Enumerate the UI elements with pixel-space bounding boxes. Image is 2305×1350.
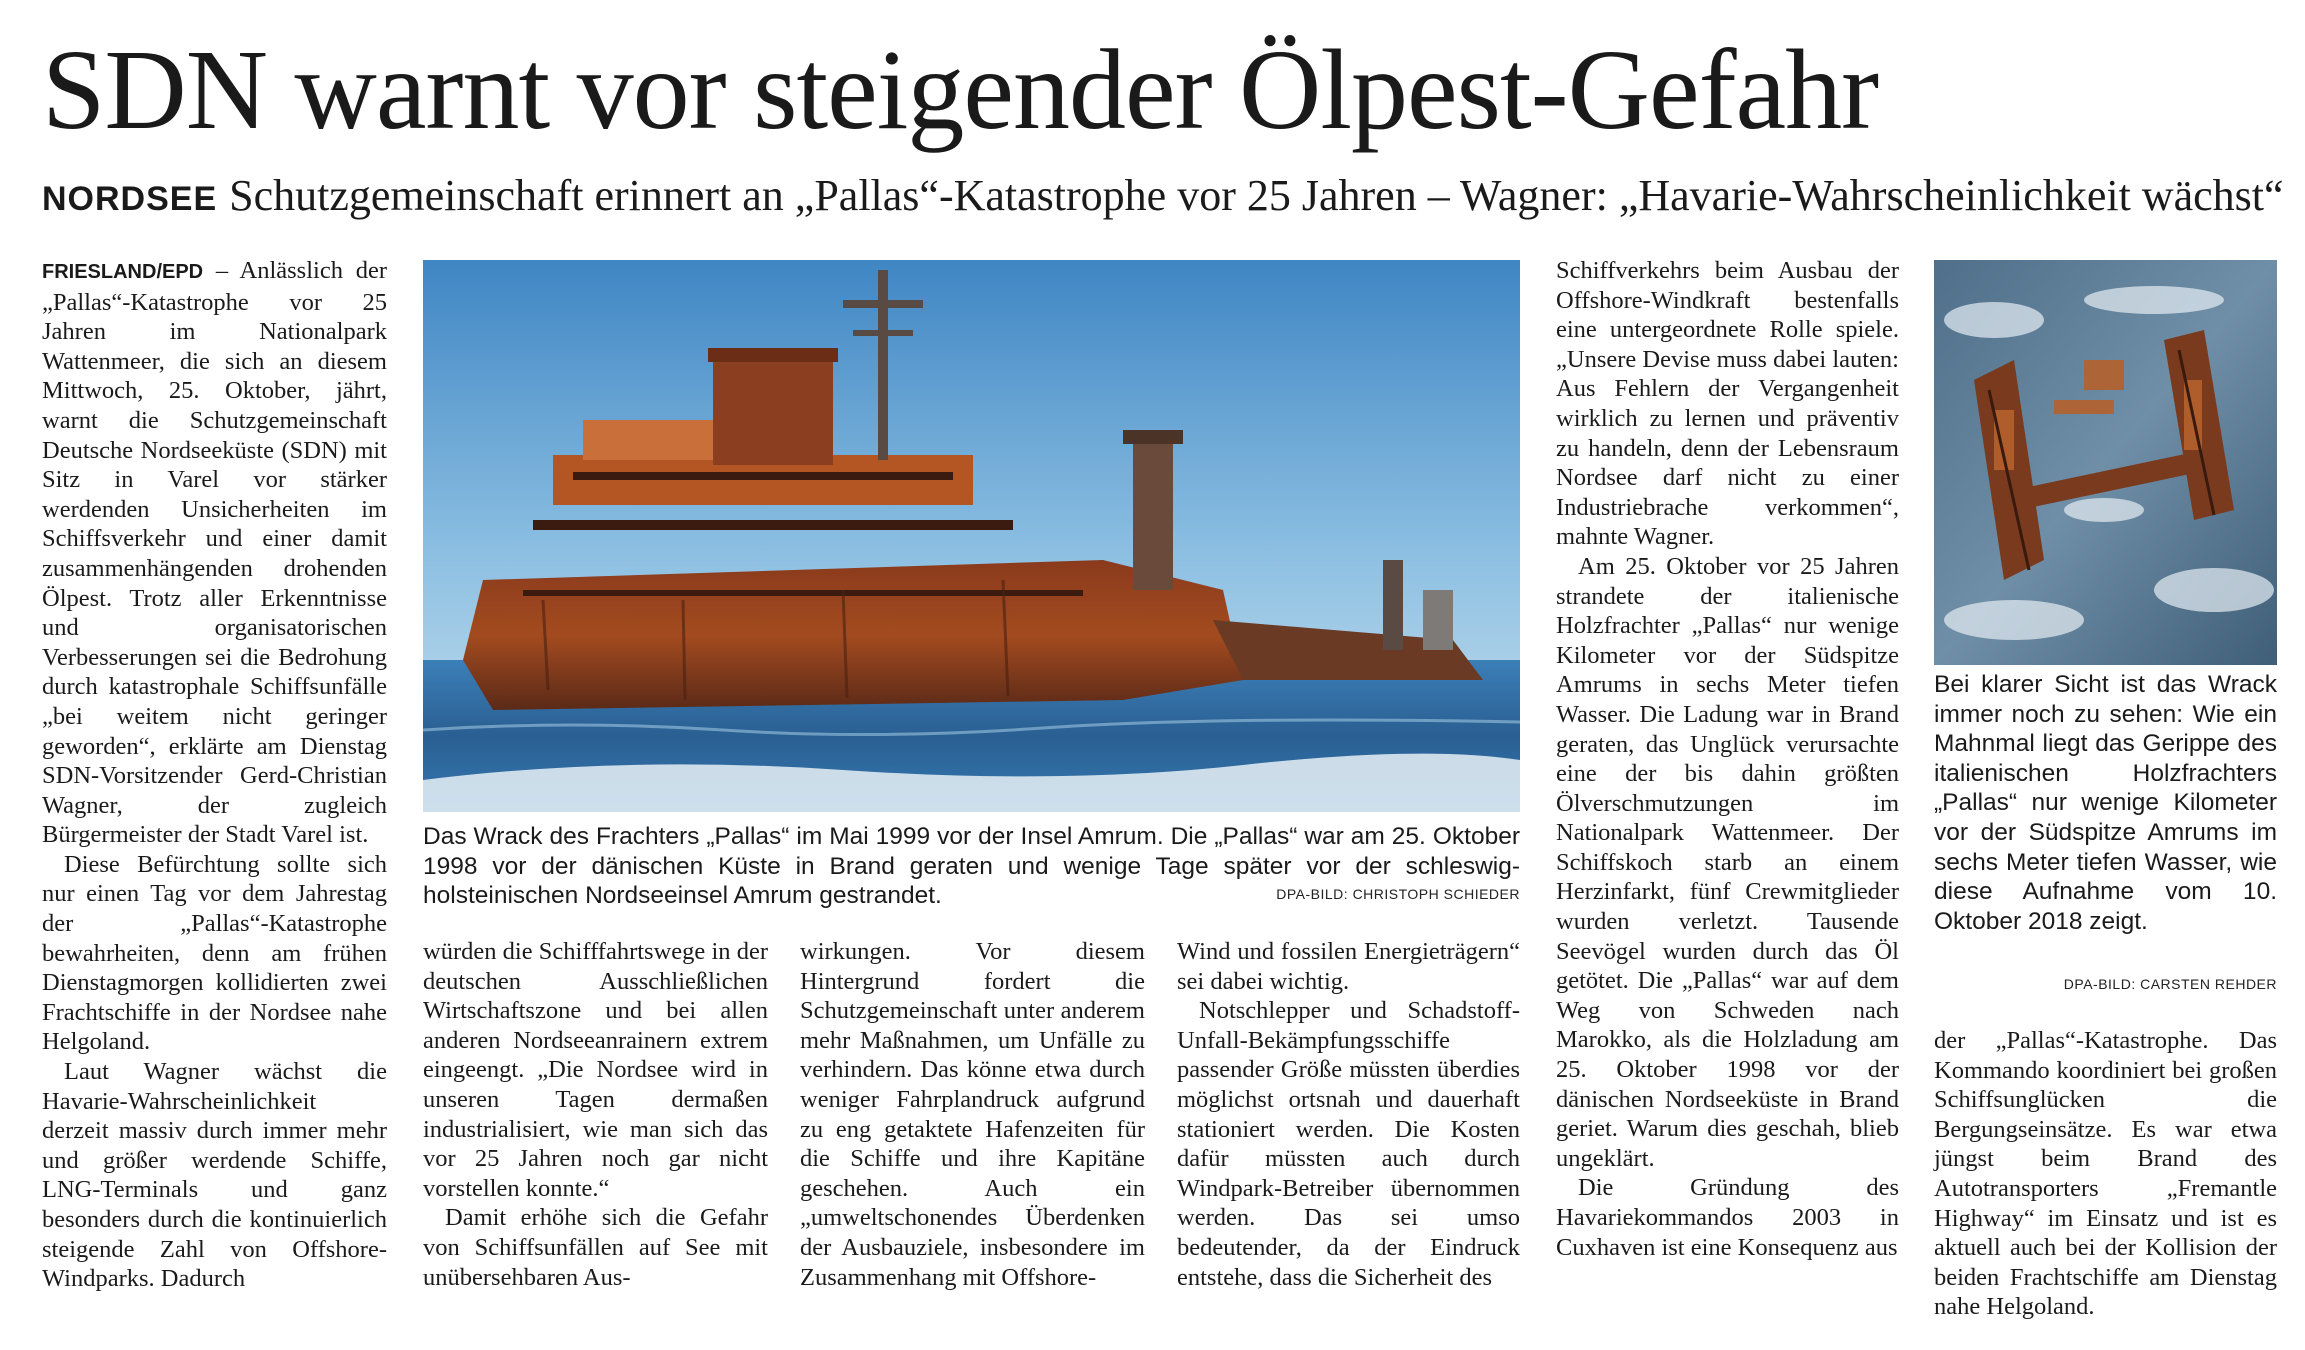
paragraph: würden die Schifffahrtswege in der deutschen Ausschließlichen Wirtschaftszone und bei allen anderen Nordseeanrainern extrem eingeengt. „Die Nordsee wird in unseren Tagen dermaßen industrialisiert, wie man sich das vor 25 Jahren noch gar nicht vorstellen konnte.“ xyxy=(423,938,768,1202)
paragraph: Die Gründung des Havariekommandos 2003 in Cuxhaven ist eine Konsequenz aus xyxy=(1556,1174,1899,1261)
article-column-2 xyxy=(423,937,768,1292)
paragraph: Laut Wagner wächst die Havarie-Wahrscheinlichkeit derzeit massiv durch immer mehr und größer werdende Schiffe, LNG-Terminals und ganz besonders durch die kontinuierlich steigende Zahl von Offshore-Windparks. Dadurch xyxy=(42,1058,387,1293)
side-photo-credit: DPA-BILD: CARSTEN REHDER xyxy=(2063,976,2277,992)
paragraph: Notschlepper und Schadstoff-Unfall-Bekämpfungsschiffe passender Größe müssten überdies möglichst ortsnah und dauerhaft stationiert werden. Die Kosten dafür müssten auch durch Windpark-Betreiber übernommen werden. Das sei umso bedeutender, da der Eindruck entstehe, dass die Sicherheit des xyxy=(1177,997,1520,1291)
article-column-6 xyxy=(1934,1026,2277,1322)
article-column-5 xyxy=(1556,256,1899,1262)
main-photo-caption: Das Wrack des Frachters „Pallas“ im Mai 1999 vor der Insel Amrum. Die „Pallas“ war am 25. Oktober 1998 vor der dänischen Küste in Brand geraten und wenige Tage später vor der schleswig-holsteinischen Nordseeinsel Amrum gestrandet. xyxy=(423,823,1520,910)
subheadline-text: Schutzgemeinschaft erinnert an „Pallas“-Katastrophe vor 25 Jahren – Wagner: „Havarie-Wahrscheinlichkeit wächst“ xyxy=(229,171,2284,220)
article-column-1 xyxy=(42,256,387,1294)
wreck-aerial-photo-image xyxy=(1934,260,2277,665)
article-column-4 xyxy=(1177,937,1520,1292)
headline: SDN warnt vor steigender Ölpest-Gefahr xyxy=(42,26,1879,153)
paragraph: der „Pallas“-Katastrophe. Das Kommando koordiniert bei großen Schiffsunglücken die Bergungseinsätze. Es war etwa jüngst beim Brand des Autotransporters „Fremantle Highway“ im Einsatz und ist es aktuell auch bei der Kollision der beiden Frachtschiffe am Dienstag nahe Helgoland. xyxy=(1934,1027,2277,1321)
main-photo-credit: DPA-BILD: CHRISTOPH SCHIEDER xyxy=(1276,886,1520,902)
lead-paragraph: – Anlässlich der „Pallas“-Katastrophe vor 25 Jahren im Nationalpark Wattenmeer, die sich an diesem Mittwoch, 25. Oktober, jährt, warnt die Schutzgemeinschaft Deutsche Nordseeküste (SDN) mit Sitz in Varel vor stärker werdenden Unsicherheiten im Schiffsverkehr und einer damit zusammenhängenden drohenden Ölpest. Trotz aller Erkenntnisse und organisatorischen Verbesserungen sei die Bedrohung durch katastrophale Schiffsunfälle „bei weitem nicht geringer geworden“, erklärte am Dienstag SDN-Vorsitzender Gerd-Christian Wagner, der zugleich Bürgermeister der Stadt Varel ist. xyxy=(42,257,387,849)
kicker-label: NORDSEE xyxy=(42,180,218,218)
subheadline xyxy=(42,166,2284,229)
paragraph: Am 25. Oktober vor 25 Jahren strandete der italienische Holzfrachter „Pallas“ nur wenige Kilometer vor der Südspitze Amrums in sechs Meter tiefen Wasser. Die Ladung war in Brand geraten, das Unglück verursachte eine der bis dahin größten Ölverschmutzungen im Nationalpark Wattenmeer. Der Schiffskoch starb an einem Herzinfarkt, fünf Crewmitglieder wurden verletzt. Tausende Seevögel wurden durch das Öl getötet. Die „Pallas“ war auf dem Weg von Schweden nach Marokko, als die Holzladung am 25. Oktober 1998 vor der dänischen Nordseeküste in Brand geriet. Warum dies geschah, blieb ungeklärt. xyxy=(1556,552,1899,1172)
main-photo xyxy=(423,260,1520,812)
dateline: FRIESLAND/EPD xyxy=(42,261,204,283)
side-photo-caption: Bei klarer Sicht ist das Wrack immer noch zu sehen: Wie ein Mahnmal liegt das Gerippe des italienischen Holzfrachters „Pallas“ nur wenige Kilometer vor der Südspitze Amrums im sechs Meter tiefen Wasser, wie diese Aufnahme vom 10. Oktober 2018 zeigt. xyxy=(1934,671,2277,935)
side-photo xyxy=(1934,260,2277,665)
paragraph: Wind und fossilen Energieträgern“ sei dabei wichtig. xyxy=(1177,938,1520,995)
paragraph: Diese Befürchtung sollte sich nur einen Tag vor dem Jahrestag der „Pallas“-Katastrophe bewahrheiten, denn am frühen Dienstagmorgen kollidierten zwei Frachtschiffe in der Nordsee nahe Helgoland. xyxy=(42,850,387,1056)
paragraph: Damit erhöhe sich die Gefahr von Schiffsunfällen auf See mit unübersehbaren Aus- xyxy=(423,1204,768,1291)
paragraph: wirkungen. Vor diesem Hintergrund fordert die Schutzgemeinschaft unter anderem mehr Maßnahmen, um Unfälle zu verhindern. Das könne etwa durch weniger Fahrplandruck aufgrund zu eng getaktete Hafenzeiten für die Schiffe und ihre Kapitäne geschehen. Auch ein „umweltschonendes Überdenken der Ausbauziele, insbesondere im Zusammenhang mit Offshore- xyxy=(800,938,1145,1291)
shipwreck-photo-image xyxy=(423,260,1520,812)
article-column-3 xyxy=(800,937,1145,1292)
paragraph: Schiffverkehrs beim Ausbau der Offshore-Windkraft bestenfalls eine untergeordnete Rolle spiele. „Unsere Devise muss dabei lauten: Aus Fehlern der Vergangenheit wirklich zu lernen und präventiv zu handeln, denn der Lebensraum Nordsee darf nicht zu einer Industriebrache verkommen“, mahnte Wagner. xyxy=(1556,257,1899,551)
